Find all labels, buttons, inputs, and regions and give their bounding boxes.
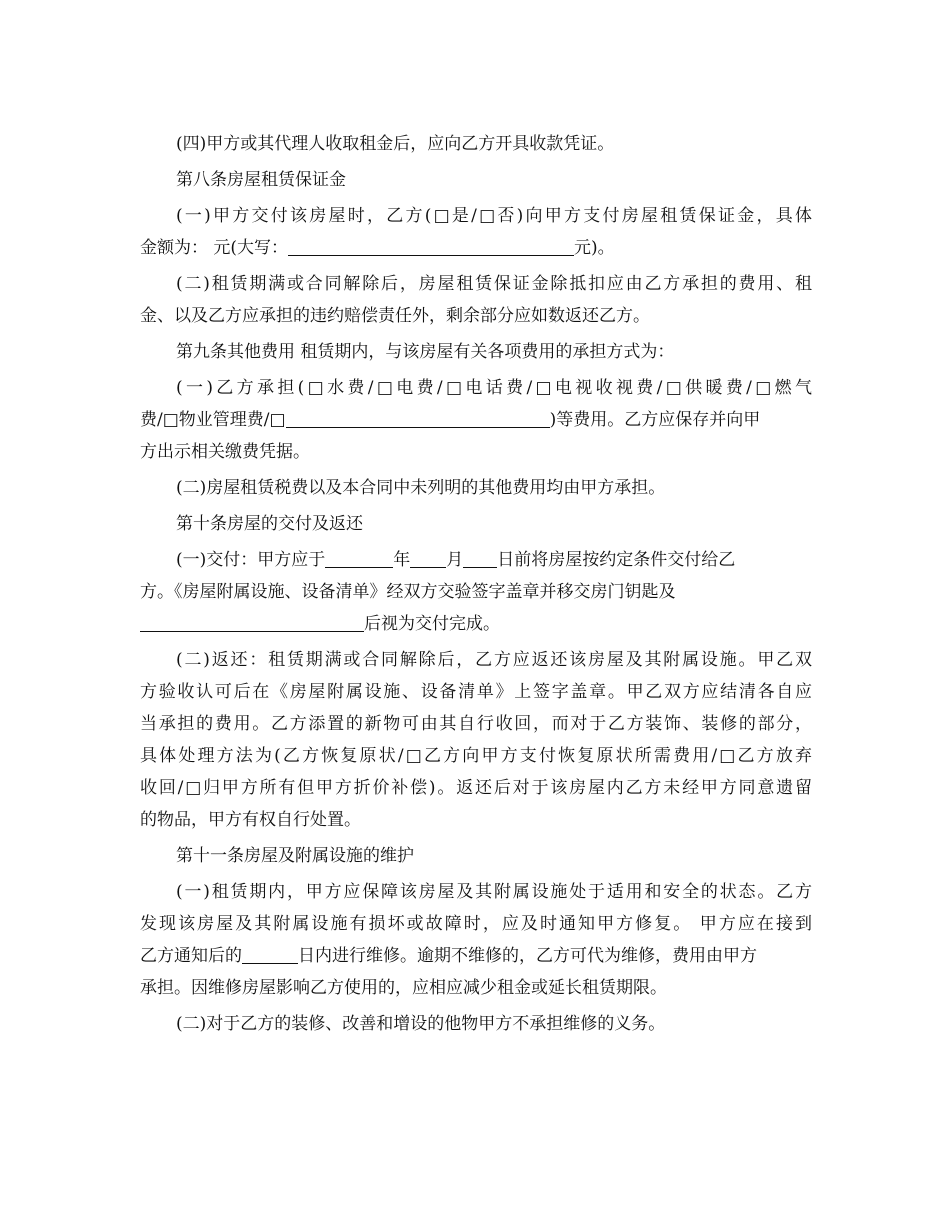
- paragraph-10-2-line-1: (二)返还：租赁期满或合同解除后，乙方应返还该房屋及其附属设施。甲乙双: [176, 650, 812, 670]
- paragraph-11-2: (二)对于乙方的装修、改善和增设的他物甲方不承担维修的义务。: [176, 1014, 666, 1034]
- heading-article-11: 第十一条房屋及附属设施的维护: [176, 846, 414, 866]
- delivery-suffix: 日前将房屋按约定条件交付给乙: [497, 550, 736, 570]
- fees-other-blank: [286, 409, 550, 428]
- paragraph-10-2-line-2: 方验收认可后在《房屋附属设施、设备清单》上签字盖章。甲乙双方应结清各自应: [140, 682, 812, 702]
- paragraph-8-2-line-2: 金、以及乙方应承担的违约赔偿责任外，剩余部分应如数返还乙方。: [140, 306, 650, 326]
- delivery-year-blank: [325, 549, 393, 568]
- heading-article-10: 第十条房屋的交付及返还: [176, 514, 363, 534]
- paragraph-10-1-line-1: [140, 544, 812, 576]
- year-label: 年: [393, 550, 411, 570]
- document-body: [140, 128, 812, 1040]
- repair-days-suffix: 日内进行维修。逾期不维修的，乙方可代为维修，费用由甲方: [298, 946, 757, 966]
- deposit-amount-suffix: 元)。: [574, 238, 615, 258]
- deposit-amount-blank: [288, 237, 574, 256]
- heading-article-8: 第八条房屋租赁保证金: [176, 170, 346, 190]
- repair-days-label: 乙方通知后的: [140, 946, 242, 966]
- paragraph-10-1-line-2: 方。《房屋附属设施、设备清单》经双方交验签字盖章并移交房门钥匙及: [140, 582, 676, 602]
- paragraph-10-2-line-5: 收回/□归甲方所有但甲方折价补偿)。返还后对于该房屋内乙方未经甲方同意遗留: [140, 778, 812, 798]
- delivery-label: (一)交付：甲方应于: [176, 550, 326, 570]
- repair-days-blank: [242, 945, 298, 964]
- paragraph-11-1-line-1: (一)租赁期内，甲方应保障该房屋及其附属设施处于适用和安全的状态。乙方: [176, 882, 812, 902]
- paragraph-11-1-line-3: [140, 940, 812, 972]
- delivery-complete-text: 后视为交付完成。: [364, 614, 500, 634]
- paragraph-9-2: (二)房屋租赁税费以及本合同中未列明的其他费用均由甲方承担。: [176, 478, 666, 498]
- fees-other-suffix: )等费用。乙方应保存并向甲: [549, 410, 761, 430]
- paragraph-11-1-line-4: 承担。因维修房屋影响乙方使用的，应相应减少租金或延长租赁期限。: [140, 978, 667, 998]
- paragraph-8-2-line-1: (二)租赁期满或合同解除后，房屋租赁保证金除抵扣应由乙方承担的费用、租: [176, 274, 812, 294]
- paragraph-10-2-line-4: 具体处理方法为(乙方恢复原状/□乙方向甲方支付恢复原状所需费用/□乙方放弃: [140, 746, 812, 766]
- paragraph-9-1-line-2: [140, 404, 812, 436]
- paragraph-rent-receipt: (四)甲方或其代理人收取租金后，应向乙方开具收款凭证。: [176, 134, 615, 154]
- delivery-items-blank: [140, 613, 364, 632]
- paragraph-9-1-line-1: (一)乙方承担(□水费/□电费/□电话费/□电视收视费/□供暖费/□燃气: [176, 378, 812, 398]
- delivery-month-blank: [410, 549, 446, 568]
- paragraph-10-2-line-6: 的物品，甲方有权自行处置。: [140, 810, 361, 830]
- paragraph-8-1-line-1: (一)甲方交付该房屋时，乙方(□是/□否)向甲方支付房屋租赁保证金，具体: [176, 206, 812, 226]
- deposit-amount-label: 金额为： 元(大写：: [140, 238, 289, 258]
- paragraph-10-1-line-3: [140, 608, 812, 640]
- heading-article-9: 第九条其他费用 租赁期内，与该房屋有关各项费用的承担方式为：: [176, 342, 675, 362]
- delivery-day-blank: [463, 549, 497, 568]
- paragraph-10-2-line-3: 当承担的费用。乙方添置的新物可由其自行收回，而对于乙方装饰、装修的部分，: [140, 714, 812, 734]
- paragraph-8-1-line-2: [140, 232, 812, 264]
- paragraph-9-1-line-3: 方出示相关缴费凭据。: [140, 442, 310, 462]
- month-label: 月: [446, 550, 464, 570]
- paragraph-11-1-line-2: 发现该房屋及其附属设施有损坏或故障时，应及时通知甲方修复。 甲方应在接到: [140, 914, 812, 934]
- fees-other-label: 费/□物业管理费/□: [140, 410, 286, 430]
